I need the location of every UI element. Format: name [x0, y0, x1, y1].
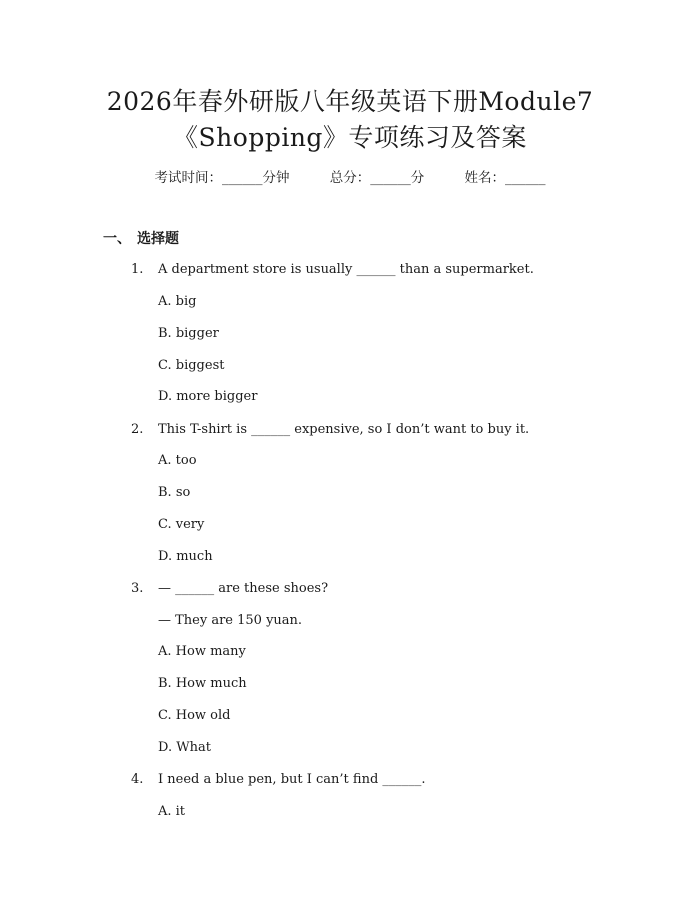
answer-option: C. very — [158, 517, 205, 532]
total-score-field: 总分：______分 — [329, 170, 425, 186]
document-title-line2: 《Shopping》专项练习及答案 — [173, 123, 527, 152]
section-title: 选择题 — [137, 231, 179, 247]
document-title-line1: 2026年春外研版八年级英语下册Module7 — [106, 87, 594, 116]
question-text: I need a blue pen, but I can’t find ______. — [158, 772, 426, 787]
question-text: A department store is usually ______ than a supermarket. — [158, 262, 534, 277]
answer-option: D. What — [158, 740, 211, 755]
answer-option: A. too — [158, 453, 197, 468]
question-number: 3. — [131, 581, 144, 596]
answer-option: B. How much — [158, 676, 247, 691]
question-number: 2. — [131, 422, 144, 437]
answer-option: A. it — [158, 804, 186, 819]
question-text: — ______ are these shoes? — [158, 581, 329, 596]
answer-option: D. more bigger — [158, 389, 258, 404]
answer-option: D. much — [158, 549, 213, 564]
question-number: 1. — [131, 262, 144, 277]
answer-option: A. How many — [158, 644, 246, 659]
answer-option: A. big — [158, 294, 197, 309]
exam-meta — [0, 168, 700, 188]
answer-option: B. bigger — [158, 326, 219, 341]
section-number: 一、 — [103, 231, 131, 247]
exam-time-field: 考试时间：______分钟 — [154, 170, 290, 186]
student-name-field: 姓名：______ — [464, 170, 546, 186]
answer-option: C. How old — [158, 708, 231, 723]
answer-option: B. so — [158, 485, 191, 500]
question-text: — They are 150 yuan. — [158, 613, 303, 628]
section-heading — [103, 229, 179, 249]
question-text: This T-shirt is ______ expensive, so I don’t want to buy it. — [158, 422, 530, 437]
question-number: 4. — [131, 772, 144, 787]
answer-option: C. biggest — [158, 358, 225, 373]
